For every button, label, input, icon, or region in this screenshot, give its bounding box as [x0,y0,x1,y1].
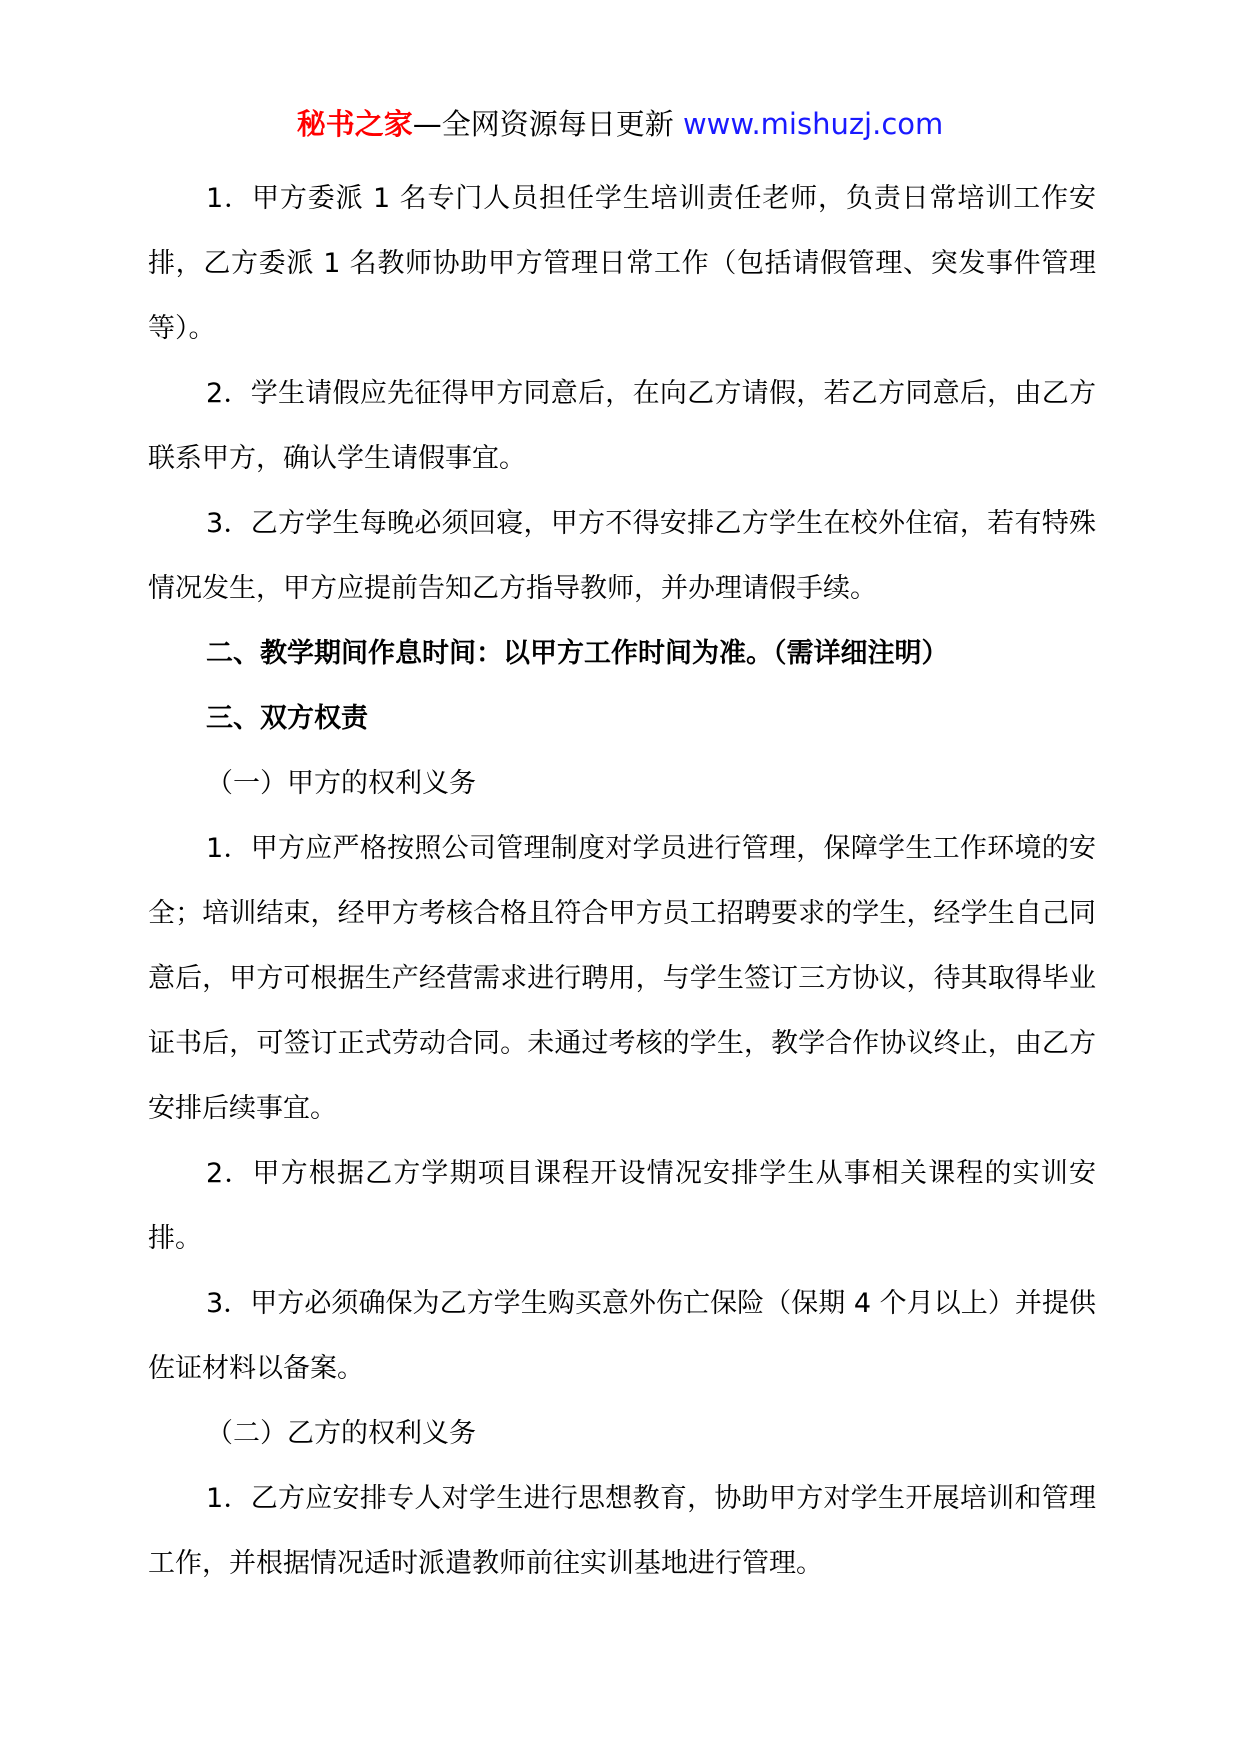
paragraph-party-a-2: 2．甲方根据乙方学期项目课程开设情况安排学生从事相关课程的实训安排。 [148,1158,1096,1254]
section-heading-rights: 三、双方权责 [206,703,368,734]
header-brand: 秘书之家 [296,107,413,141]
section-heading-schedule: 二、教学期间作息时间：以甲方工作时间为准。（需详细注明） [206,638,949,669]
paragraph-2: 2．学生请假应先征得甲方同意后，在向乙方请假，若乙方同意后，由乙方联系甲方，确认学生请假事宜。 [148,378,1096,474]
paragraph-party-a-3: 3．甲方必须确保为乙方学生购买意外伤亡保险（保期 4 个月以上）并提供佐证材料以备案。 [148,1288,1096,1384]
paragraph-3: 3．乙方学生每晚必须回寝，甲方不得安排乙方学生在校外住宿，若有特殊情况发生，甲方应提前告知乙方指导教师，并办理请假手续。 [148,508,1096,604]
header-url-link[interactable]: www.mishuzj.com [682,107,944,141]
subsection-heading-party-b: （二）乙方的权利义务 [206,1418,476,1449]
header-slogan: —全网资源每日更新 [412,107,683,141]
subsection-heading-party-a: （一）甲方的权利义务 [206,768,476,799]
paragraph-party-a-1: 1．甲方应严格按照公司管理制度对学员进行管理，保障学生工作环境的安全；培训结束，经甲方考核合格且符合甲方员工招聘要求的学生，经学生自己同意后，甲方可根据生产经营需求进行聘用，与学生签订三方协议，待其取得毕业证书后，可签订正式劳动合同。未通过考核的学生，教学合作协议终止，由乙方安排后续事宜。 [148,833,1096,1124]
document-body [148,166,1096,1596]
paragraph-party-b-1: 1．乙方应安排专人对学生进行思想教育，协助甲方对学生开展培训和管理工作，并根据情况适时派遣教师前往实训基地进行管理。 [148,1483,1096,1579]
paragraph-1: 1．甲方委派 1 名专门人员担任学生培训责任老师，负责日常培训工作安排，乙方委派 1 名教师协助甲方管理日常工作（包括请假管理、突发事件管理等）。 [148,183,1096,344]
site-header [0,102,1240,146]
